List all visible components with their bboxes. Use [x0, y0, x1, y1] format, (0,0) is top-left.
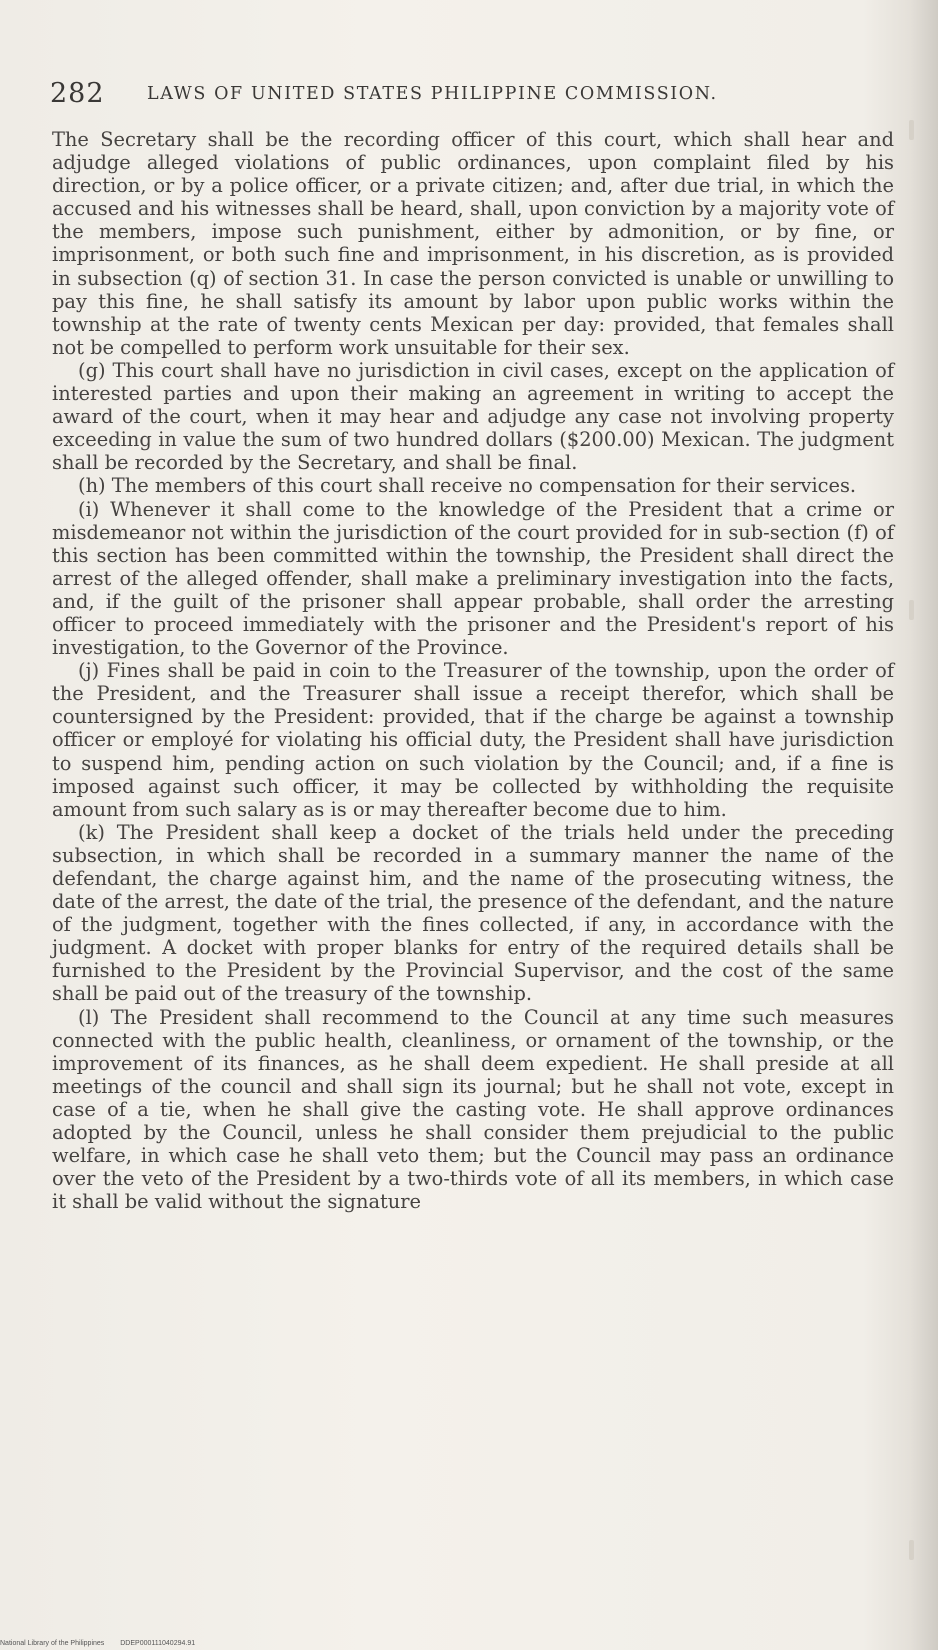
paragraph-h: (h) The members of this court shall receive no compensation for their services. — [78, 474, 857, 498]
scan-footer — [0, 1640, 195, 1647]
paragraph-l: (l) The President shall recommend to the Council at any time such measures connected with the public health, cleanliness, or ornament of the township, or the improvement of its finances, as he shall deem expedient. He shall preside at all meetings of the council and shall sign its journal; but he shall not vote, except in case of a tie, when he shall give the casting vote. He shall approve ordinances adopted by the Council, unless he shall consider them prejudicial to the public welfare, in which case he shall veto them; but the Council may pass an ordinance over the veto of the President by a two-thirds vote of all its members, in which case it shall be valid without the signature — [52, 1005, 894, 1214]
page-number: 282 — [50, 78, 105, 109]
paragraph-secretary: The Secretary shall be the recording officer of this court, which shall hear and adjudge alleged violations of public ordinances, upon complaint filed by his direction, or by a police officer, or a private citizen; and, after due trial, in which the accused and his witnesses shall be heard, shall, upon conviction by a majority vote of the members, impose such punishment, either by admonition, or by fine, or imprisonment, or both such fine and imprisonment, in his discretion, as is provided in subsection (q) of section 31. In case the person convicted is unable or unwilling to pay this fine, he shall satisfy its amount by labor upon public works within the township at the rate of twenty cents Mexican per day: provided, that females shall not be compelled to perform work unsuitable for their sex. — [52, 128, 894, 359]
page-edge-mark — [909, 600, 914, 620]
page-header — [50, 78, 820, 110]
paragraph-g: (g) This court shall have no jurisdiction in civil cases, except on the application of interested parties and upon their making an agreement in writing to accept the award of the court, when it may hear and adjudge any case not involving property exceeding in value the sum of two hundred dollars ($200.00) Mexican. The judgment shall be recorded by the Secretary, and shall be final. — [52, 358, 894, 475]
page-edge-mark — [909, 120, 914, 140]
body-text — [52, 128, 894, 1213]
running-head: LAWS OF UNITED STATES PHILIPPINE COMMISSION. — [147, 84, 718, 104]
paragraph-k: (k) The President shall keep a docket of the trials held under the preceding subsection, in which shall be recorded in a summary manner the name of the defendant, the charge against him, and the name of the prosecuting witness, the date of the arrest, the date of the trial, the presence of the defendant, and the nature of the judgment, together with the fines collected, if any, in accordance with the judgment. A docket with proper blanks for entry of the required details shall be furnished to the President by the Provincial Supervisor, and the cost of the same shall be paid out of the treasury of the township. — [52, 820, 894, 1006]
paragraph-i: (i) Whenever it shall come to the knowledge of the President that a crime or misdemeanor not within the jurisdiction of the court provided for in sub-section (f) of this section has been committed within the township, the President shall direct the arrest of the alleged offender, shall make a preliminary investigation into the facts, and, if the guilt of the prisoner shall appear probable, shall order the arresting officer to proceed immediately with the prisoner and the President's report of his investigation, to the Governor of the Province. — [52, 497, 894, 660]
footer-identifier: DDEP000111040294.91 — [120, 1640, 196, 1647]
page-edge-mark — [909, 1540, 914, 1560]
footer-library: National Library of the Philippines — [0, 1640, 105, 1647]
paragraph-j: (j) Fines shall be paid in coin to the Treasurer of the township, upon the order of the President, and the Treasurer shall issue a receipt therefor, which shall be countersigned by the President: provided, that if the charge be against a township officer or employé for violating his official duty, the President shall have jurisdiction to suspend him, pending action on such violation by the Council; and, if a fine is imposed against such officer, it may be collected by withholding the requisite amount from such salary as is or may thereafter become due to him. — [52, 659, 894, 821]
